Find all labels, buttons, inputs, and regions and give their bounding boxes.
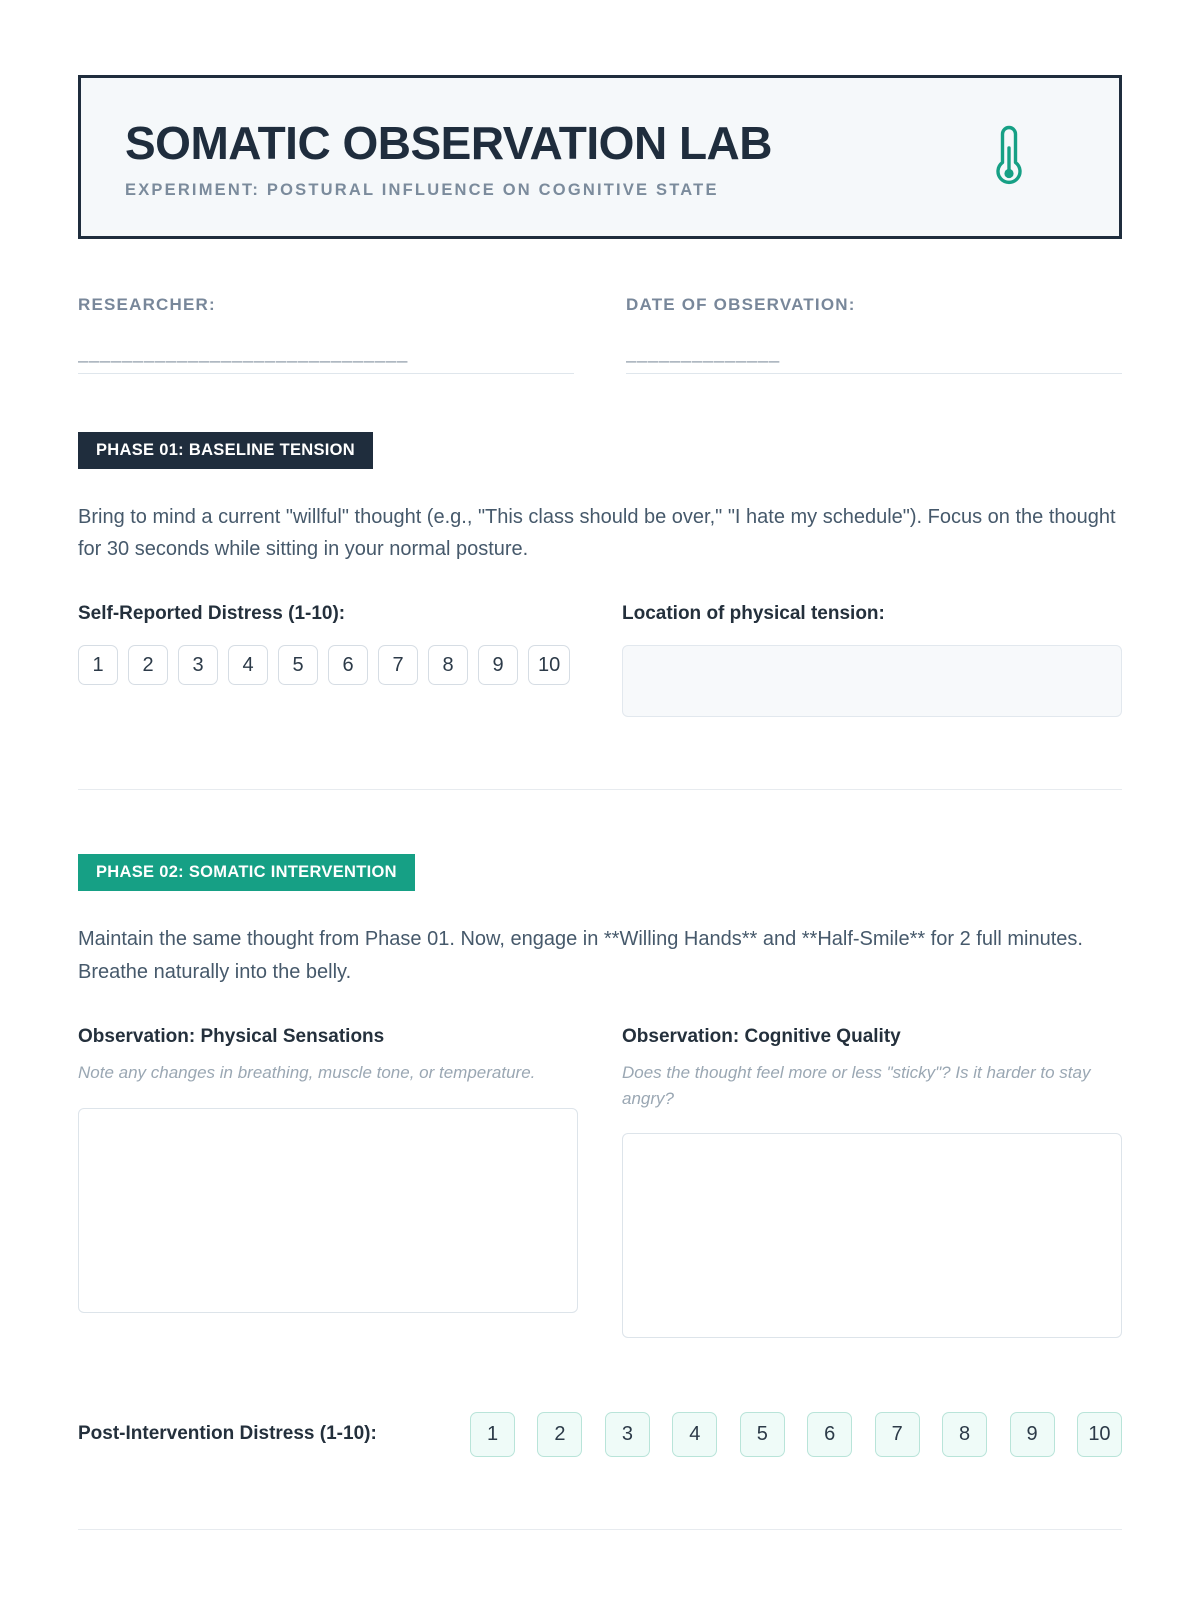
self-distress-column: [78, 603, 578, 717]
lab-header-text: [125, 118, 772, 200]
section-divider: [78, 789, 1122, 790]
post-distress-label: Post-Intervention Distress (1-10):: [78, 1423, 377, 1445]
post-distress-scale: [470, 1412, 1122, 1457]
date-field: [626, 295, 1122, 374]
baseline-distress-option[interactable]: 8: [428, 645, 468, 685]
date-blank-line[interactable]: ______________: [626, 343, 1122, 374]
physical-sensations-column: [78, 1026, 578, 1338]
post-distress-option[interactable]: 9: [1010, 1412, 1055, 1457]
cognitive-quality-label: Observation: Cognitive Quality: [622, 1026, 901, 1048]
baseline-distress-option[interactable]: 3: [178, 645, 218, 685]
physical-sensations-textarea[interactable]: [78, 1108, 578, 1313]
cognitive-quality-textarea[interactable]: [622, 1133, 1122, 1338]
post-distress-option[interactable]: 1: [470, 1412, 515, 1457]
post-distress-option[interactable]: 3: [605, 1412, 650, 1457]
physical-sensations-hint: Note any changes in breathing, muscle tone, or temperature.: [78, 1063, 536, 1083]
page-title: SOMATIC OBSERVATION LAB: [125, 117, 772, 169]
baseline-distress-option[interactable]: 1: [78, 645, 118, 685]
phase-01-section: [78, 432, 1122, 718]
tension-location-input[interactable]: [622, 645, 1122, 717]
baseline-distress-option[interactable]: 7: [378, 645, 418, 685]
physical-sensations-label: Observation: Physical Sensations: [78, 1026, 385, 1048]
post-distress-option[interactable]: 5: [740, 1412, 785, 1457]
researcher-label: RESEARCHER:: [78, 294, 216, 314]
post-distress-option[interactable]: 2: [537, 1412, 582, 1457]
baseline-distress-option[interactable]: 2: [128, 645, 168, 685]
post-distress-option[interactable]: 10: [1077, 1412, 1122, 1457]
post-distress-option[interactable]: 6: [807, 1412, 852, 1457]
phase-01-instructions: Bring to mind a current "willful" thought (e.g., "This class should be over," "I hate my schedule"). Focus on the thought for 30 seconds while sitting in your normal posture.: [78, 505, 1116, 560]
researcher-field: [78, 295, 574, 374]
phase-02-columns: [78, 1026, 1122, 1338]
phase-02-instructions: Maintain the same thought from Phase 01. Now, engage in **Willing Hands** and **Half-Smile** for 2 full minutes. Breathe naturally into the belly.: [78, 928, 1083, 983]
thermometer-icon: [995, 124, 1023, 193]
phase-01-badge: PHASE 01: BASELINE TENSION: [78, 432, 373, 469]
post-distress-option[interactable]: 7: [875, 1412, 920, 1457]
baseline-distress-option[interactable]: 9: [478, 645, 518, 685]
experiment-subtitle: EXPERIMENT: POSTURAL INFLUENCE ON COGNITIVE STATE: [125, 180, 719, 199]
post-intervention-row: [78, 1412, 1122, 1457]
cognitive-quality-hint: Does the thought feel more or less "sticky"? Is it harder to stay angry?: [622, 1063, 1091, 1108]
worksheet-page: [78, 0, 1122, 1570]
phase-02-section: [78, 854, 1122, 1457]
phase-01-columns: [78, 603, 1122, 717]
post-distress-option[interactable]: 8: [942, 1412, 987, 1457]
bottom-divider: [78, 1529, 1122, 1530]
phase-02-badge: PHASE 02: SOMATIC INTERVENTION: [78, 854, 415, 891]
cognitive-quality-column: [622, 1026, 1122, 1338]
date-label: DATE OF OBSERVATION:: [626, 294, 856, 314]
tension-location-column: [622, 603, 1122, 717]
baseline-distress-scale: [78, 645, 578, 685]
baseline-distress-option[interactable]: 4: [228, 645, 268, 685]
tension-location-label: Location of physical tension:: [622, 603, 885, 625]
self-distress-label: Self-Reported Distress (1-10):: [78, 603, 346, 625]
baseline-distress-option[interactable]: 5: [278, 645, 318, 685]
post-distress-option[interactable]: 4: [672, 1412, 717, 1457]
meta-row: [78, 295, 1122, 374]
lab-header: [78, 75, 1122, 239]
researcher-blank-line[interactable]: ______________________________: [78, 343, 574, 374]
baseline-distress-option[interactable]: 6: [328, 645, 368, 685]
baseline-distress-option[interactable]: 10: [528, 645, 570, 685]
